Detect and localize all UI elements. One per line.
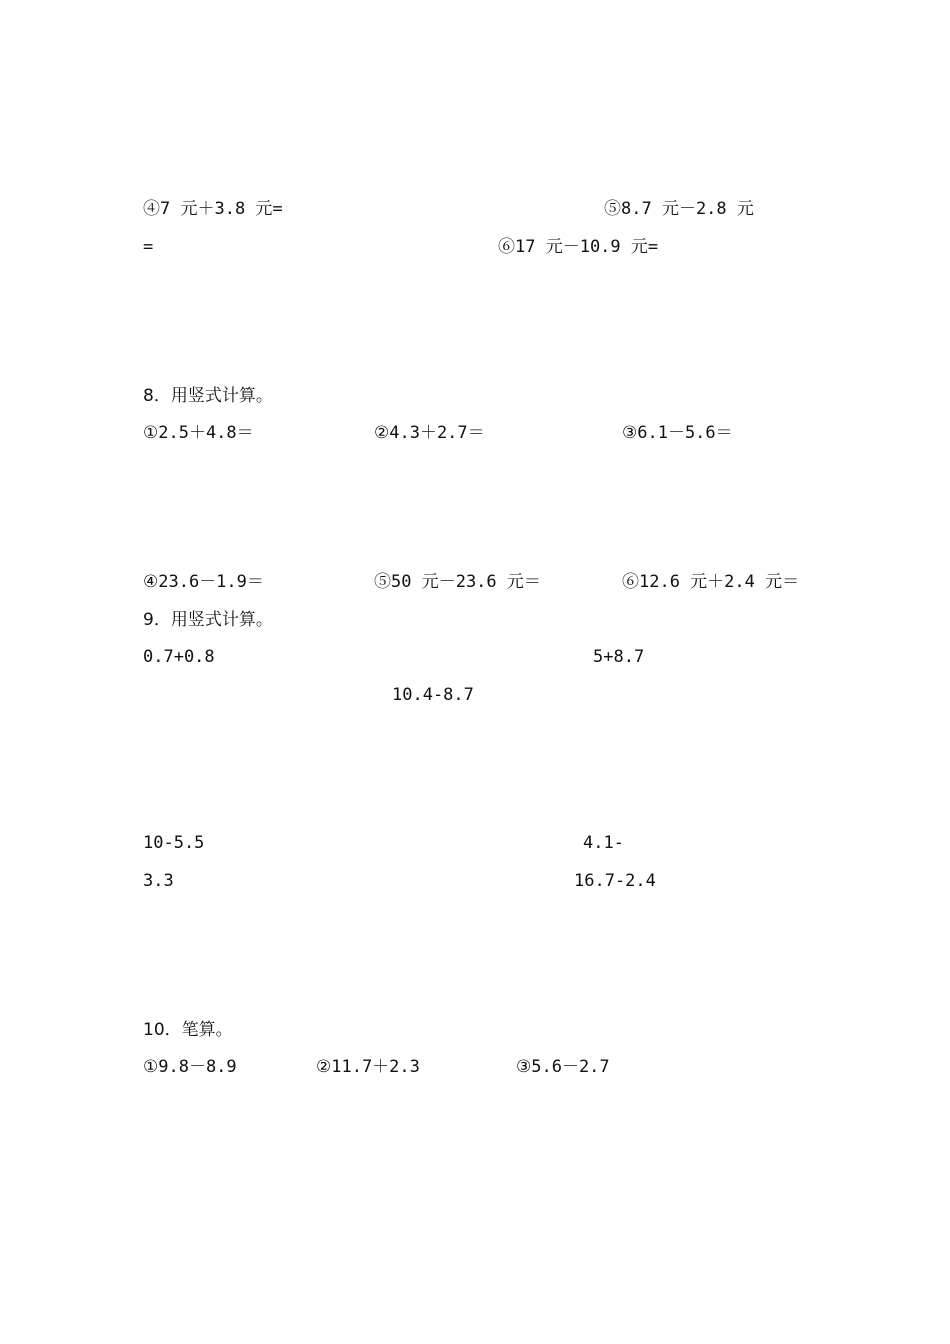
problem-9-3: 10.4-8.7 <box>392 685 474 705</box>
problem-7-4: ④7 元＋3.8 元= <box>143 199 283 219</box>
problem-9-5-part2: 3.3 <box>143 871 174 891</box>
problem-8-5: ⑤50 元－23.6 元＝ <box>374 572 541 592</box>
problem-8-6: ⑥12.6 元＋2.4 元＝ <box>622 572 800 592</box>
section-10-heading: 10．笔算。 <box>143 1020 233 1040</box>
problem-7-5: ⑤8.7 元－2.8 元 <box>604 199 754 219</box>
problem-8-2: ②4.3＋2.7＝ <box>374 423 485 443</box>
problem-9-4: 10-5.5 <box>143 833 205 853</box>
problem-9-1: 0.7+0.8 <box>143 647 215 667</box>
problem-10-2: ②11.7＋2.3 <box>316 1057 420 1077</box>
problem-8-4: ④23.6－1.9＝ <box>143 572 264 592</box>
problem-9-6: 16.7-2.4 <box>574 871 656 891</box>
problem-7-6: ⑥17 元－10.9 元= <box>498 237 659 257</box>
section-8-heading: 8．用竖式计算。 <box>143 386 273 406</box>
problem-8-1: ①2.5＋4.8＝ <box>143 423 254 443</box>
problem-10-1: ①9.8－8.9 <box>143 1057 237 1077</box>
problem-7-5-equals: = <box>143 237 154 257</box>
problem-10-3: ③5.6－2.7 <box>516 1057 610 1077</box>
problem-9-2: 5+8.7 <box>593 647 645 667</box>
problem-8-3: ③6.1－5.6＝ <box>622 423 733 443</box>
section-9-heading: 9．用竖式计算。 <box>143 610 273 630</box>
problem-9-5-part1: 4.1- <box>583 833 624 853</box>
